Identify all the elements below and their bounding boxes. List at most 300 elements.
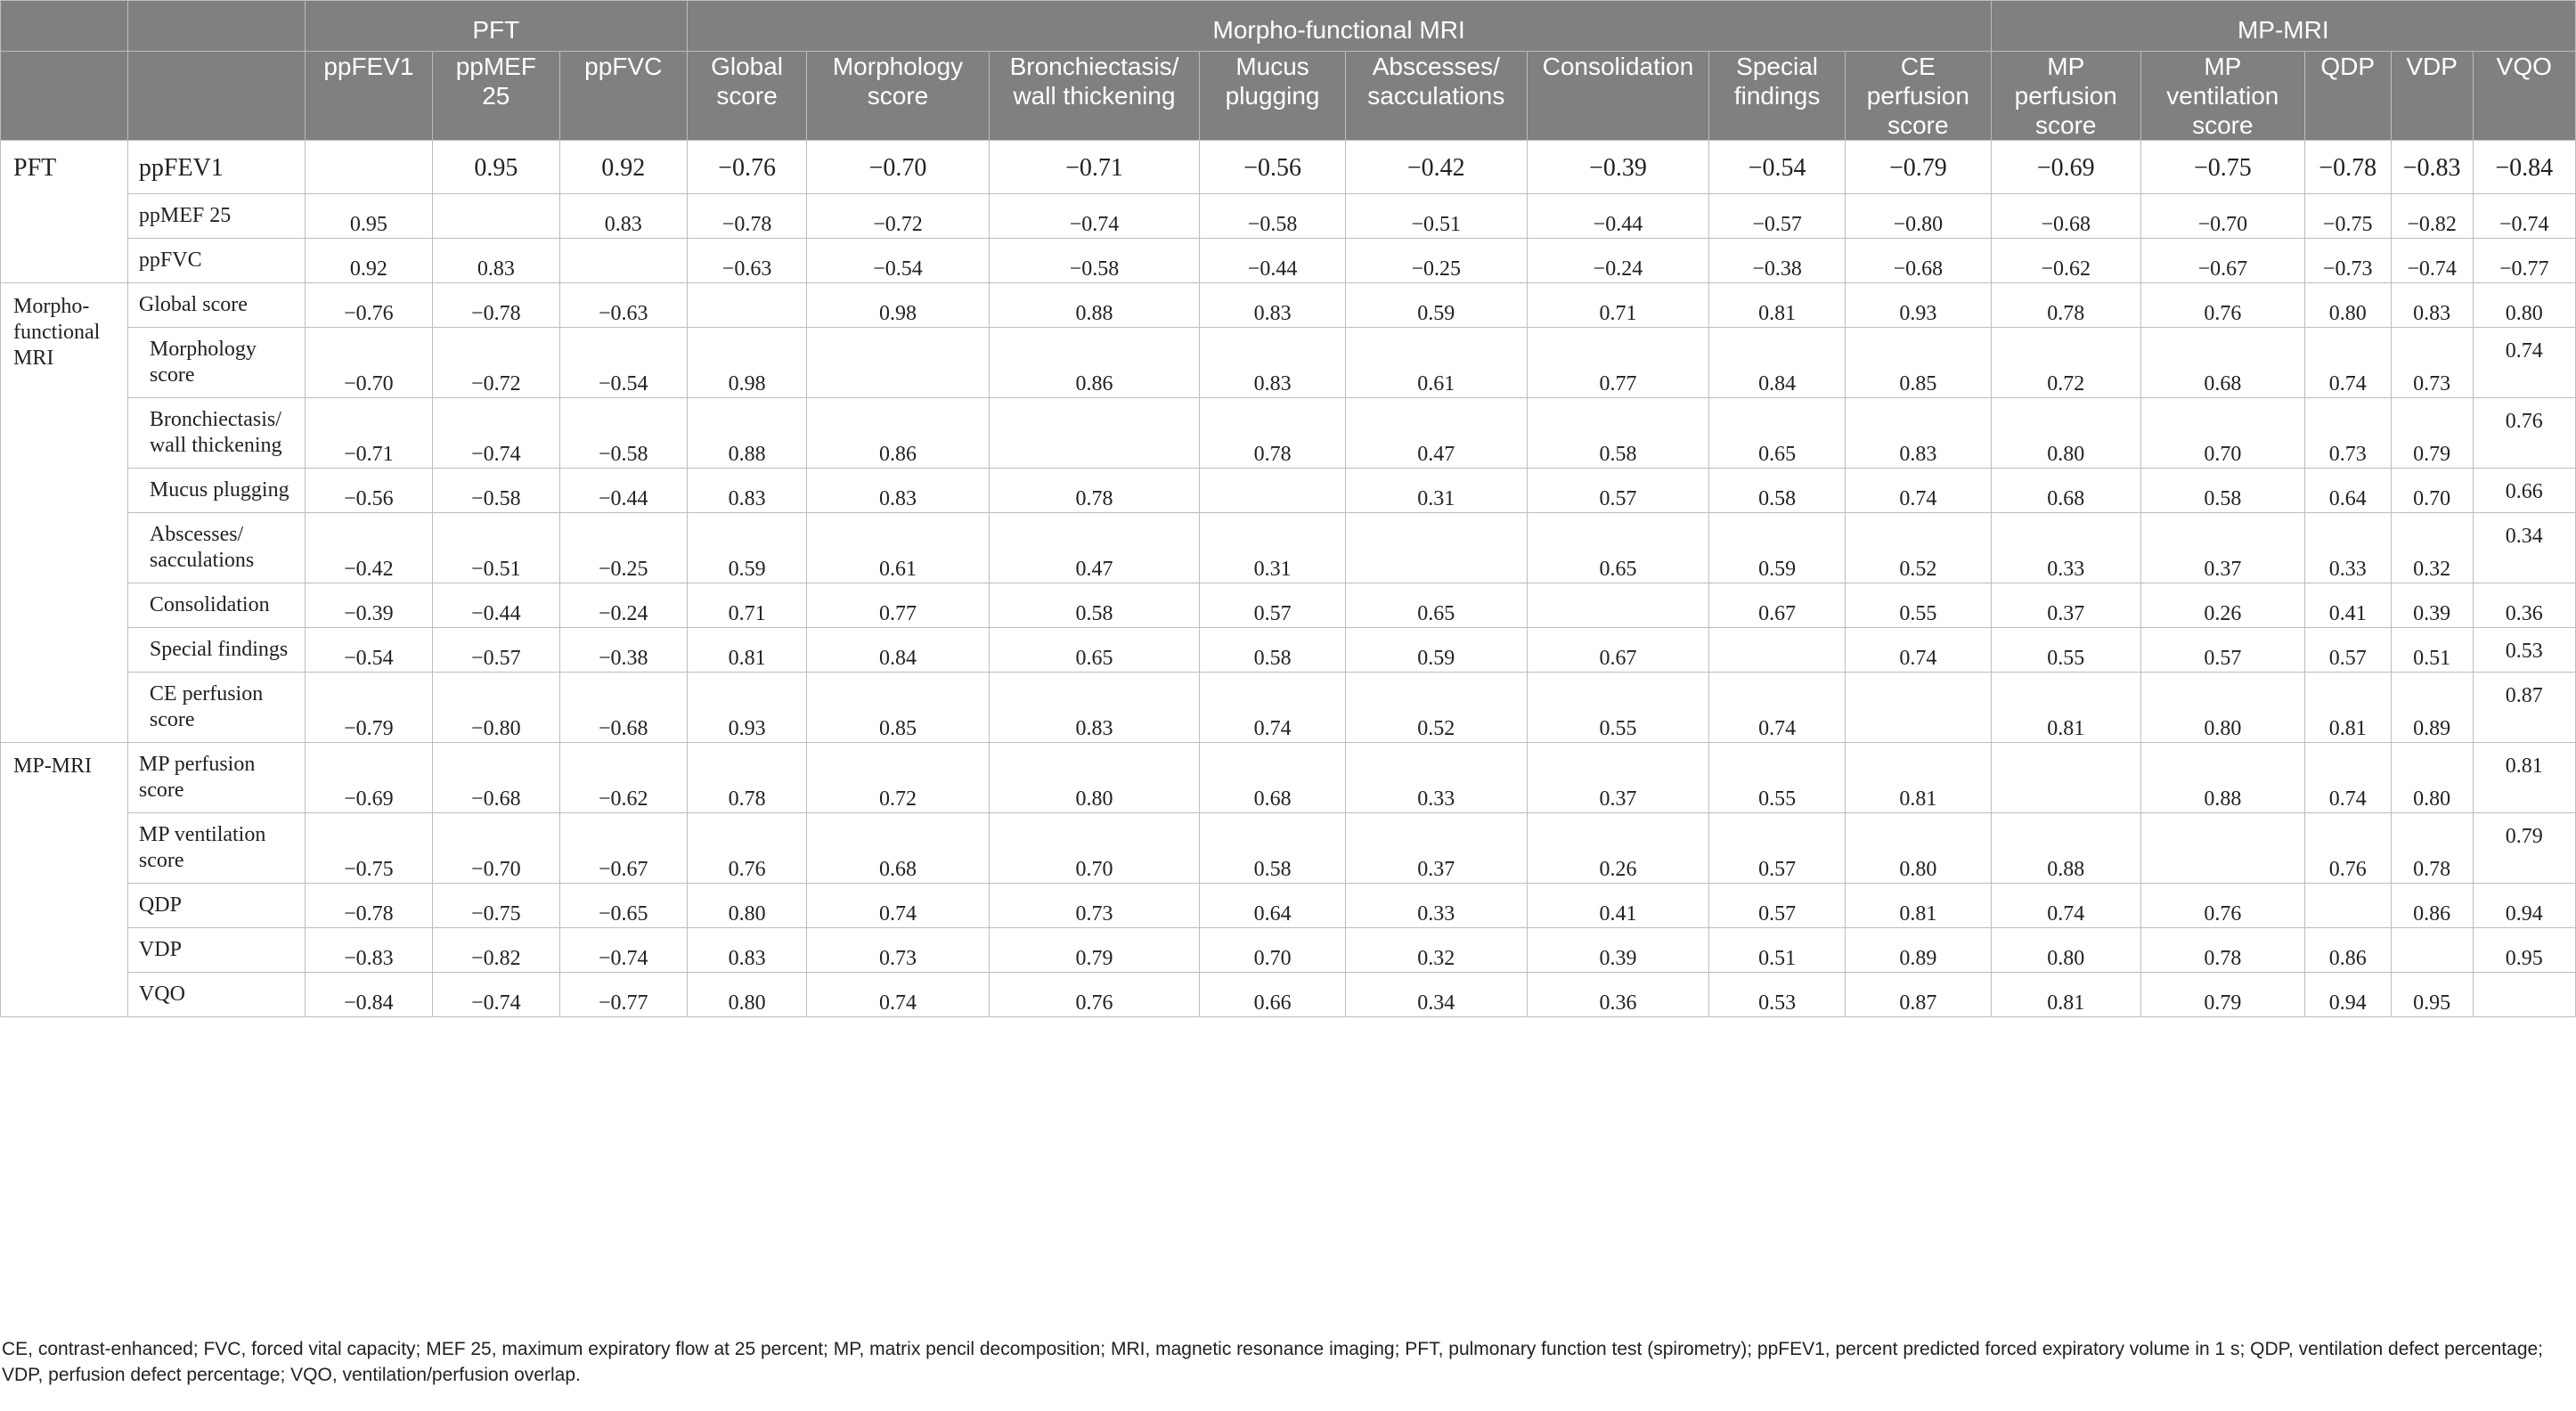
row-label: ppFEV1 bbox=[127, 141, 305, 194]
table-cell: 0.80 bbox=[687, 884, 807, 928]
table-cell: −0.54 bbox=[1709, 141, 1846, 194]
table-cell: 0.76 bbox=[989, 973, 1200, 1017]
table-cell: 0.31 bbox=[1345, 469, 1527, 513]
table-cell: 0.26 bbox=[1527, 813, 1708, 884]
column-header: Abscesses/ sacculations bbox=[1345, 52, 1527, 141]
table-cell: 0.53 bbox=[1709, 973, 1846, 1017]
table-cell: 0.64 bbox=[1200, 884, 1345, 928]
table-cell: 0.83 bbox=[432, 239, 559, 283]
table-cell: 0.65 bbox=[1345, 583, 1527, 628]
table-cell: 0.81 bbox=[1991, 973, 2140, 1017]
table-cell: 0.88 bbox=[1991, 813, 2140, 884]
table-cell: −0.24 bbox=[559, 583, 687, 628]
row-label: Mucus plugging bbox=[127, 469, 305, 513]
table-cell: 0.59 bbox=[1345, 283, 1527, 328]
table-cell: −0.77 bbox=[2473, 239, 2575, 283]
table-cell: 0.79 bbox=[2473, 813, 2575, 884]
table-cell: 0.76 bbox=[2140, 283, 2304, 328]
table-cell: 0.83 bbox=[687, 469, 807, 513]
table-footnote: CE, contrast-enhanced; FVC, forced vital capacity; MEF 25, maximum expiratory flow at 25 percent; MP, matrix pencil decomposition; MRI, magnetic resonance imaging; PFT, pulmonary function test (spirometry); ppFEV1, percent predicted forced expiratory volume in 1 s; QDP, ventilation defect percentage; VDP, perfusion defect percentage; VQO, ventilation/perfusion overlap. bbox=[2, 1339, 2544, 1385]
table-cell: 0.87 bbox=[1846, 973, 1991, 1017]
table-cell: −0.80 bbox=[1846, 194, 1991, 239]
table-cell: 0.86 bbox=[2304, 928, 2391, 973]
table-cell: 0.86 bbox=[807, 398, 989, 469]
table-cell: 0.78 bbox=[687, 743, 807, 813]
table-cell: 0.61 bbox=[1345, 328, 1527, 398]
table-cell: 0.58 bbox=[2140, 469, 2304, 513]
table-row bbox=[1, 813, 2576, 884]
table-cell: −0.75 bbox=[2304, 194, 2391, 239]
table-cell bbox=[989, 398, 1200, 469]
table-cell: 0.41 bbox=[1527, 884, 1708, 928]
table-cell: 0.57 bbox=[2140, 628, 2304, 673]
table-cell: 0.81 bbox=[1991, 673, 2140, 743]
table-cell: −0.38 bbox=[1709, 239, 1846, 283]
row-label: CE perfusion score bbox=[127, 673, 305, 743]
table-cell: 0.85 bbox=[1846, 328, 1991, 398]
column-header: Special findings bbox=[1709, 52, 1846, 141]
column-header: CE perfusion score bbox=[1846, 52, 1991, 141]
corner-cell bbox=[127, 1, 305, 52]
table-cell bbox=[1709, 628, 1846, 673]
table-row bbox=[1, 328, 2576, 398]
row-group-label: PFT bbox=[1, 141, 128, 283]
table-cell: −0.44 bbox=[1200, 239, 1345, 283]
table-cell: 0.26 bbox=[2140, 583, 2304, 628]
table-cell: 0.58 bbox=[1200, 813, 1345, 884]
table-cell: 0.94 bbox=[2473, 884, 2575, 928]
row-group-label: MP-MRI bbox=[1, 743, 128, 1017]
table-row bbox=[1, 141, 2576, 194]
row-label: Global score bbox=[127, 283, 305, 328]
table-cell: 0.81 bbox=[1709, 283, 1846, 328]
table-cell: 0.80 bbox=[687, 973, 807, 1017]
table-cell: −0.69 bbox=[1991, 141, 2140, 194]
table-cell: 0.66 bbox=[2473, 469, 2575, 513]
table-cell: −0.39 bbox=[1527, 141, 1708, 194]
table-cell: −0.68 bbox=[1846, 239, 1991, 283]
table-row bbox=[1, 283, 2576, 328]
table-cell: 0.78 bbox=[989, 469, 1200, 513]
row-label: VDP bbox=[127, 928, 305, 973]
table-cell: 0.33 bbox=[1345, 743, 1527, 813]
table-cell: 0.53 bbox=[2473, 628, 2575, 673]
table-cell: 0.92 bbox=[305, 239, 432, 283]
row-label: Abscesses/ sacculations bbox=[127, 513, 305, 583]
table-cell: −0.51 bbox=[1345, 194, 1527, 239]
table-cell: 0.85 bbox=[807, 673, 989, 743]
table-cell: −0.83 bbox=[305, 928, 432, 973]
table-cell: −0.74 bbox=[989, 194, 1200, 239]
table-cell: −0.78 bbox=[305, 884, 432, 928]
table-cell: −0.24 bbox=[1527, 239, 1708, 283]
table-cell: −0.78 bbox=[2304, 141, 2391, 194]
table-cell: 0.71 bbox=[1527, 283, 1708, 328]
table-cell: 0.37 bbox=[1345, 813, 1527, 884]
table-cell: 0.74 bbox=[2304, 328, 2391, 398]
table-cell: −0.39 bbox=[305, 583, 432, 628]
table-cell: 0.93 bbox=[687, 673, 807, 743]
table-cell: 0.64 bbox=[2304, 469, 2391, 513]
table-cell: 0.88 bbox=[2140, 743, 2304, 813]
table-cell: −0.74 bbox=[2391, 239, 2473, 283]
table-cell: 0.87 bbox=[2473, 673, 2575, 743]
table-cell: −0.58 bbox=[989, 239, 1200, 283]
table-cell: 0.81 bbox=[2304, 673, 2391, 743]
table-body bbox=[1, 141, 2576, 1017]
table-cell: −0.70 bbox=[305, 328, 432, 398]
table-cell: −0.74 bbox=[432, 398, 559, 469]
table-cell: 0.33 bbox=[1991, 513, 2140, 583]
row-label: VQO bbox=[127, 973, 305, 1017]
table-cell: 0.68 bbox=[2140, 328, 2304, 398]
table-cell: 0.55 bbox=[1991, 628, 2140, 673]
table-cell: 0.73 bbox=[989, 884, 1200, 928]
table-cell: −0.63 bbox=[559, 283, 687, 328]
table-cell: 0.52 bbox=[1345, 673, 1527, 743]
table-cell bbox=[1846, 673, 1991, 743]
table-cell: 0.51 bbox=[2391, 628, 2473, 673]
table-cell bbox=[807, 328, 989, 398]
table-cell: 0.98 bbox=[687, 328, 807, 398]
table-cell: 0.74 bbox=[2304, 743, 2391, 813]
table-cell: 0.74 bbox=[1709, 673, 1846, 743]
table-cell: 0.32 bbox=[2391, 513, 2473, 583]
table-cell: 0.74 bbox=[1991, 884, 2140, 928]
row-label: QDP bbox=[127, 884, 305, 928]
table-cell: 0.58 bbox=[1200, 628, 1345, 673]
table-cell: 0.58 bbox=[989, 583, 1200, 628]
row-group-label: Morpho-functional MRI bbox=[1, 283, 128, 743]
table-cell: 0.65 bbox=[1527, 513, 1708, 583]
column-header: ppMEF 25 bbox=[432, 52, 559, 141]
table-cell: −0.25 bbox=[559, 513, 687, 583]
table-cell: 0.66 bbox=[1200, 973, 1345, 1017]
table-cell: −0.74 bbox=[432, 973, 559, 1017]
table-cell: −0.44 bbox=[1527, 194, 1708, 239]
table-cell: −0.44 bbox=[559, 469, 687, 513]
table-cell: 0.89 bbox=[1846, 928, 1991, 973]
table-cell: 0.72 bbox=[807, 743, 989, 813]
table-cell: 0.95 bbox=[2473, 928, 2575, 973]
table-cell: 0.74 bbox=[807, 884, 989, 928]
table-cell: −0.70 bbox=[432, 813, 559, 884]
group-header-mp-mri: MP-MRI bbox=[1991, 1, 2575, 52]
table-cell: 0.74 bbox=[2473, 328, 2575, 398]
table-cell: 0.37 bbox=[2140, 513, 2304, 583]
table-cell: 0.76 bbox=[2304, 813, 2391, 884]
row-label: MP perfusion score bbox=[127, 743, 305, 813]
table-cell: −0.57 bbox=[432, 628, 559, 673]
table-cell: 0.77 bbox=[807, 583, 989, 628]
table-cell: −0.79 bbox=[305, 673, 432, 743]
table-cell: 0.52 bbox=[1846, 513, 1991, 583]
group-header-row bbox=[1, 1, 2576, 52]
table-cell: −0.73 bbox=[2304, 239, 2391, 283]
row-label: ppMEF 25 bbox=[127, 194, 305, 239]
table-cell: 0.89 bbox=[2391, 673, 2473, 743]
table-cell: 0.41 bbox=[2304, 583, 2391, 628]
table-cell: 0.83 bbox=[1846, 398, 1991, 469]
table-cell: 0.83 bbox=[989, 673, 1200, 743]
table-cell: 0.83 bbox=[559, 194, 687, 239]
table-cell: 0.74 bbox=[1846, 469, 1991, 513]
table-cell: 0.65 bbox=[989, 628, 1200, 673]
table-cell bbox=[1527, 583, 1708, 628]
column-header: VQO bbox=[2473, 52, 2575, 141]
table-cell: 0.70 bbox=[1200, 928, 1345, 973]
table-cell: 0.71 bbox=[687, 583, 807, 628]
table-row bbox=[1, 398, 2576, 469]
table-cell: −0.72 bbox=[807, 194, 989, 239]
table-cell: −0.54 bbox=[305, 628, 432, 673]
table-cell: 0.80 bbox=[1846, 813, 1991, 884]
table-cell: −0.83 bbox=[2391, 141, 2473, 194]
table-cell: 0.37 bbox=[1991, 583, 2140, 628]
table-row bbox=[1, 513, 2576, 583]
table-cell: 0.68 bbox=[1200, 743, 1345, 813]
table-cell: 0.32 bbox=[1345, 928, 1527, 973]
table-cell: 0.39 bbox=[1527, 928, 1708, 973]
table-cell: 0.34 bbox=[2473, 513, 2575, 583]
table-cell: 0.61 bbox=[807, 513, 989, 583]
group-header-pft: PFT bbox=[305, 1, 687, 52]
table-cell: 0.70 bbox=[2391, 469, 2473, 513]
table-row bbox=[1, 628, 2576, 673]
table-cell: 0.80 bbox=[2140, 673, 2304, 743]
table-cell: 0.81 bbox=[687, 628, 807, 673]
table-cell: −0.56 bbox=[1200, 141, 1345, 194]
table-cell: 0.79 bbox=[989, 928, 1200, 973]
table-cell: 0.74 bbox=[807, 973, 989, 1017]
table-cell: 0.72 bbox=[1991, 328, 2140, 398]
table-cell: 0.68 bbox=[807, 813, 989, 884]
table-cell: 0.83 bbox=[687, 928, 807, 973]
table-cell: 0.73 bbox=[2391, 328, 2473, 398]
table-cell: −0.54 bbox=[559, 328, 687, 398]
table-cell: 0.92 bbox=[559, 141, 687, 194]
table-cell bbox=[559, 239, 687, 283]
corner-cell bbox=[1, 52, 128, 141]
table-cell: 0.36 bbox=[2473, 583, 2575, 628]
table-cell: 0.70 bbox=[989, 813, 1200, 884]
table-cell: 0.47 bbox=[989, 513, 1200, 583]
table-cell bbox=[2304, 884, 2391, 928]
table-cell: 0.78 bbox=[2391, 813, 2473, 884]
table-cell: 0.39 bbox=[2391, 583, 2473, 628]
table-cell: 0.57 bbox=[1527, 469, 1708, 513]
table-cell: −0.62 bbox=[559, 743, 687, 813]
table-cell: 0.59 bbox=[1709, 513, 1846, 583]
table-cell: −0.75 bbox=[2140, 141, 2304, 194]
table-cell: 0.47 bbox=[1345, 398, 1527, 469]
table-cell bbox=[687, 283, 807, 328]
column-header: VDP bbox=[2391, 52, 2473, 141]
table-cell: −0.62 bbox=[1991, 239, 2140, 283]
table-cell bbox=[2473, 973, 2575, 1017]
table-cell: 0.57 bbox=[1709, 884, 1846, 928]
table-cell: 0.55 bbox=[1846, 583, 1991, 628]
table-cell: −0.54 bbox=[807, 239, 989, 283]
table-cell: −0.56 bbox=[305, 469, 432, 513]
table-cell: −0.74 bbox=[2473, 194, 2575, 239]
table-cell: 0.81 bbox=[1846, 884, 1991, 928]
table-cell: −0.68 bbox=[559, 673, 687, 743]
row-label: Consolidation bbox=[127, 583, 305, 628]
table-cell: 0.70 bbox=[2140, 398, 2304, 469]
table-cell: 0.95 bbox=[305, 194, 432, 239]
table-cell: 0.94 bbox=[2304, 973, 2391, 1017]
table-cell: −0.25 bbox=[1345, 239, 1527, 283]
column-header: Consolidation bbox=[1527, 52, 1708, 141]
corner-cell bbox=[1, 1, 128, 52]
table-cell: 0.59 bbox=[1345, 628, 1527, 673]
table-cell: −0.72 bbox=[432, 328, 559, 398]
group-header-morpho-mri: Morpho-functional MRI bbox=[687, 1, 1991, 52]
table-row bbox=[1, 469, 2576, 513]
table-cell: 0.77 bbox=[1527, 328, 1708, 398]
table-cell: −0.63 bbox=[687, 239, 807, 283]
table-row bbox=[1, 194, 2576, 239]
table-cell: −0.67 bbox=[2140, 239, 2304, 283]
corner-cell bbox=[127, 52, 305, 141]
table-row bbox=[1, 239, 2576, 283]
table-cell: −0.71 bbox=[305, 398, 432, 469]
table-cell: 0.83 bbox=[1200, 328, 1345, 398]
table-cell: 0.95 bbox=[432, 141, 559, 194]
column-header: MP perfusion score bbox=[1991, 52, 2140, 141]
table-cell: −0.58 bbox=[432, 469, 559, 513]
row-label: ppFVC bbox=[127, 239, 305, 283]
table-cell: 0.58 bbox=[1709, 469, 1846, 513]
table-cell: 0.95 bbox=[2391, 973, 2473, 1017]
table-cell: 0.33 bbox=[1345, 884, 1527, 928]
table-cell: 0.33 bbox=[2304, 513, 2391, 583]
table-cell: 0.86 bbox=[2391, 884, 2473, 928]
table-cell: 0.68 bbox=[1991, 469, 2140, 513]
table-cell: 0.76 bbox=[687, 813, 807, 884]
table-cell: 0.84 bbox=[807, 628, 989, 673]
table-cell: 0.81 bbox=[1846, 743, 1991, 813]
table-cell bbox=[2391, 928, 2473, 973]
table-cell: 0.93 bbox=[1846, 283, 1991, 328]
table-cell: 0.57 bbox=[1709, 813, 1846, 884]
table-cell: −0.42 bbox=[305, 513, 432, 583]
table-row bbox=[1, 973, 2576, 1017]
row-label: Special findings bbox=[127, 628, 305, 673]
table-cell: 0.98 bbox=[807, 283, 989, 328]
table-cell: −0.68 bbox=[432, 743, 559, 813]
table-cell: −0.84 bbox=[2473, 141, 2575, 194]
table-row bbox=[1, 884, 2576, 928]
table-cell: 0.79 bbox=[2140, 973, 2304, 1017]
table-cell: −0.68 bbox=[1991, 194, 2140, 239]
table-cell: 0.73 bbox=[807, 928, 989, 973]
table-cell: −0.71 bbox=[989, 141, 1200, 194]
table-cell: 0.31 bbox=[1200, 513, 1345, 583]
table-cell: 0.78 bbox=[2140, 928, 2304, 973]
table-cell: −0.42 bbox=[1345, 141, 1527, 194]
table-cell: 0.83 bbox=[807, 469, 989, 513]
table-cell: 0.86 bbox=[989, 328, 1200, 398]
table-cell bbox=[305, 141, 432, 194]
table-cell: 0.84 bbox=[1709, 328, 1846, 398]
table-cell: 0.74 bbox=[1846, 628, 1991, 673]
table-cell: 0.80 bbox=[1991, 928, 2140, 973]
table-row bbox=[1, 928, 2576, 973]
table-row bbox=[1, 583, 2576, 628]
table-cell: −0.58 bbox=[559, 398, 687, 469]
column-header: Global score bbox=[687, 52, 807, 141]
table-cell bbox=[432, 194, 559, 239]
table-cell: 0.80 bbox=[2304, 283, 2391, 328]
table-cell: 0.83 bbox=[1200, 283, 1345, 328]
table-cell: −0.78 bbox=[687, 194, 807, 239]
table-cell bbox=[1991, 743, 2140, 813]
column-header: Bronchiectasis/ wall thickening bbox=[989, 52, 1200, 141]
column-header: QDP bbox=[2304, 52, 2391, 141]
table-cell: 0.65 bbox=[1709, 398, 1846, 469]
table-cell: 0.83 bbox=[2391, 283, 2473, 328]
table-cell: −0.38 bbox=[559, 628, 687, 673]
table-cell: −0.78 bbox=[432, 283, 559, 328]
table-cell: −0.77 bbox=[559, 973, 687, 1017]
table-cell: 0.80 bbox=[1991, 398, 2140, 469]
table-cell: −0.57 bbox=[1709, 194, 1846, 239]
table-cell: 0.51 bbox=[1709, 928, 1846, 973]
table-cell: 0.76 bbox=[2473, 398, 2575, 469]
table-cell: 0.55 bbox=[1527, 673, 1708, 743]
table-cell bbox=[1345, 513, 1527, 583]
table-cell: −0.65 bbox=[559, 884, 687, 928]
column-header: Morphology score bbox=[807, 52, 989, 141]
table-cell: −0.44 bbox=[432, 583, 559, 628]
table-cell: 0.34 bbox=[1345, 973, 1527, 1017]
table-cell: −0.74 bbox=[559, 928, 687, 973]
table-cell: −0.82 bbox=[2391, 194, 2473, 239]
table-cell: −0.75 bbox=[305, 813, 432, 884]
row-label: Morphology score bbox=[127, 328, 305, 398]
row-label: Bronchiectasis/ wall thickening bbox=[127, 398, 305, 469]
table-cell: −0.79 bbox=[1846, 141, 1991, 194]
table-cell: 0.78 bbox=[1200, 398, 1345, 469]
table-cell: 0.78 bbox=[1991, 283, 2140, 328]
table-cell: 0.76 bbox=[2140, 884, 2304, 928]
table-cell: −0.82 bbox=[432, 928, 559, 973]
table-cell: 0.36 bbox=[1527, 973, 1708, 1017]
table-cell: −0.70 bbox=[2140, 194, 2304, 239]
table-cell: −0.76 bbox=[305, 283, 432, 328]
column-header: ppFVC bbox=[559, 52, 687, 141]
table-row bbox=[1, 673, 2576, 743]
table-cell: 0.58 bbox=[1527, 398, 1708, 469]
table-cell: −0.69 bbox=[305, 743, 432, 813]
table-cell: 0.55 bbox=[1709, 743, 1846, 813]
table-cell: 0.37 bbox=[1527, 743, 1708, 813]
table-cell: 0.67 bbox=[1709, 583, 1846, 628]
table-cell: −0.58 bbox=[1200, 194, 1345, 239]
table-cell: −0.84 bbox=[305, 973, 432, 1017]
table-row bbox=[1, 743, 2576, 813]
column-header: Mucus plugging bbox=[1200, 52, 1345, 141]
table-cell: 0.67 bbox=[1527, 628, 1708, 673]
table-cell: 0.80 bbox=[2391, 743, 2473, 813]
table-cell: 0.73 bbox=[2304, 398, 2391, 469]
column-header: MP ventilation score bbox=[2140, 52, 2304, 141]
table-cell: −0.51 bbox=[432, 513, 559, 583]
table-cell: 0.57 bbox=[2304, 628, 2391, 673]
table-cell: 0.81 bbox=[2473, 743, 2575, 813]
